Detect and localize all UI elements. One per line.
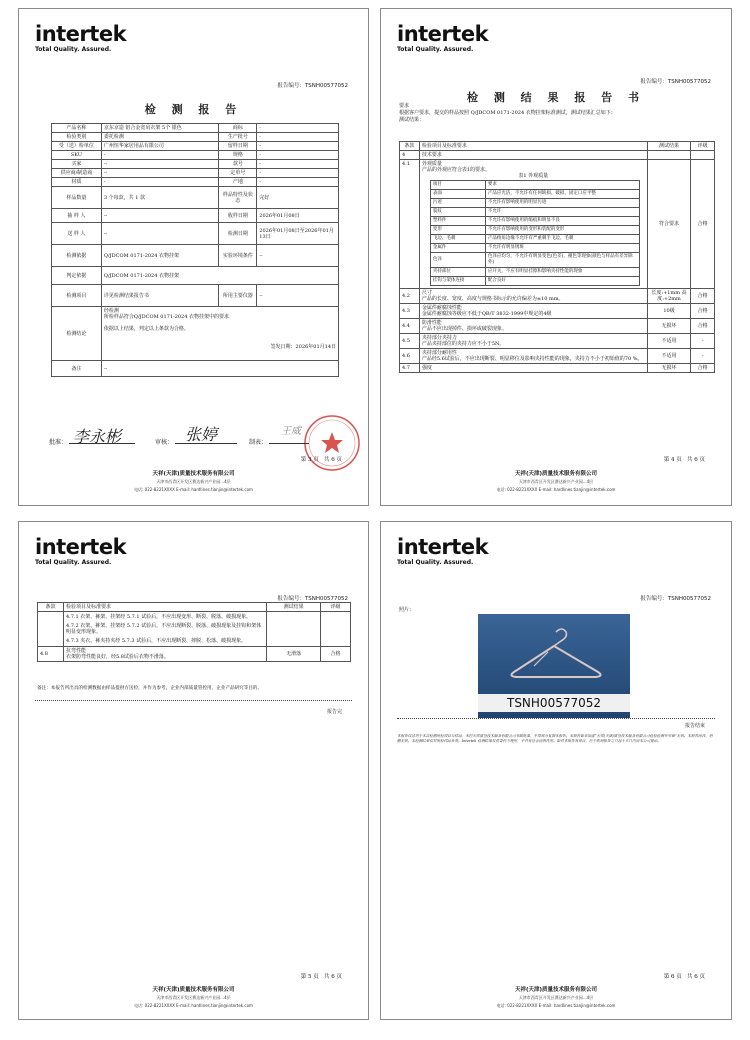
table-row [400,304,715,319]
table-row [52,285,339,307]
table-cell: - [257,124,339,133]
table-cell [38,612,64,647]
table-cell: 样品数量 [52,187,102,209]
table-cell: 符合要求 [647,160,691,289]
table-cell: 详见检测结果报告书 [101,285,219,307]
table-cell: - [257,151,339,160]
table-cell: 4.5 [400,334,420,349]
table-cell: 技术要求 [419,151,647,160]
table-row [400,160,715,289]
table-cell: 变形 [430,226,485,235]
signature-approver: 李永彬 [73,427,122,446]
table-cell: 检验类别 [52,133,102,142]
table-row [400,364,715,373]
table-cell: 判定依据 [52,267,102,285]
table-cell: 所用主要仪器 [219,285,257,307]
table-cell: 合格 [321,647,351,662]
table-cell: 不允许有影响使用的变形和装配的变形 [485,226,639,235]
sample-photo [478,614,630,718]
table-row [52,267,339,285]
page-number: 第 4 页 共 6 页 [663,457,705,463]
table-cell: 收样日期 [219,209,257,223]
report-end-label: 报告结束 [684,723,705,729]
table-cell: 2026年01月08日至2026年01月13日 [257,223,339,245]
table-cell: 夹持部位 [430,268,485,277]
table-cell: 2026年01月08日 [257,209,339,223]
table-cell: 4.1 [400,160,420,289]
table-cell: 表面 [430,190,485,199]
table-cell: 强度 [419,364,647,373]
table-cell: -- [101,169,219,178]
table-cell: 无损坏 [647,319,691,334]
page-title: 检 测 结 果 报 告 书 [467,91,645,104]
intertek-logo: intertek Total Quality. Assured. [35,535,127,566]
table-cell: 评级 [691,142,715,151]
table-cell: 3 个每款，共 1 款 [101,187,219,209]
table-cell: 4.2 [400,289,420,304]
table-cell: 合格 [691,160,715,289]
table-cell: 产品应光洁，不允许有任何缺损、破损、固定口应平整 [485,190,639,199]
table-cell: - [257,160,339,169]
table-cell: 条款 [400,142,420,151]
report-info-table [51,123,339,377]
table-row [52,223,339,245]
table-cell: - [257,133,339,142]
table-cell: 抽 样 人 [52,209,102,223]
table-cell: 检验项目及标准要求 [63,603,266,612]
table-cell: -- [101,223,219,245]
table-cell: 测试结果 [647,142,691,151]
table-cell: 4.7 [400,364,420,373]
table-cell: 10级 [647,304,691,319]
table-cell: 不适用 [647,334,691,349]
signature-reviewer: 张婷 [185,425,218,444]
table-cell: 备注 [52,361,102,377]
table-cell: 4.8 [38,647,64,662]
page-number: 第 3 页 共 6 页 [300,457,342,463]
table-cell: 经检测 所检样品符合Q/JDCOM 0171-2024 衣物挂架中的要求 依据以上结果，判定以上条款为合格。 签发日期：2026年01月14日 [101,307,338,361]
page-title: 检 测 报 告 [144,103,243,116]
report-end-label: 报告完 [326,709,342,715]
table-cell: 金属件 [430,244,485,253]
table-row [38,612,351,647]
table-cell: 不允许有影响使用的明显污迹 [485,199,639,208]
table-header [400,142,715,151]
table-cell: -- [101,209,219,223]
table-cell: 4.3 [400,304,420,319]
table-cell: 产品名称 [52,124,102,133]
table-row [400,151,715,160]
table-cell: 送 样 人 [52,223,102,245]
table-cell: 无损坏 [647,364,691,373]
footer: 天祥(天津)质量技术服务有限公司 天津市西青区开发区赛达新兴产业园...4层 电话: 022-8221XXXX E-mail: hardlines.tianjin@intertek.com [496,471,616,492]
table-cell: 裂纹 [430,208,485,217]
table-cell: 商标 [219,124,257,133]
table-cell: 要求 [485,181,639,190]
table-cell: 京东京造 铝合金宽肩衣架 5个 银色 [101,124,219,133]
table-cell: 定单号 [219,169,257,178]
table-cell: 评级 [321,603,351,612]
table-cell: - [691,349,715,364]
table-row [52,124,339,133]
table-cell: Q/JDCOM 0171-2024 衣物挂架 [101,267,338,285]
table-cell: 材质 [52,178,102,187]
table-cell: 生产批号 [219,133,257,142]
table-cell: - [691,334,715,349]
table-cell: 4.7.1 衣架、裤架、挂架经 5.7.1 试验后，不应出现变形、断裂、脱落、破损现象。 4.7.2 衣架、裤架、挂架经 5.7.2 试验后，不应出现断裂、脱落、破损现象及挂钩和架体明显变形现象。 4.7.3 夹衣、裤夹持夹经 5.7.3 试验后，不应出现断裂、摔脱、松落、破损现象。 [63,612,266,647]
table-row [52,151,339,160]
footer: 天祥(天津)质量技术服务有限公司 天津市西青区开发区赛达新兴产业园...4层 电话: 022-8221XXXX E-mail: hardlines.tianjin@intertek.com [134,987,253,1008]
table-cell: 检测项目 [52,285,102,307]
intertek-logo: intertek Total Quality. Assured. [35,22,127,53]
table-cell: 委托检测 [101,133,219,142]
table-row [52,169,339,178]
footer: 天祥(天津)质量技术服务有限公司 天津市西青区开发区赛达新兴产业园...4层 电话: 022-8221XXXX E-mail: hardlines.tianjin@intertek.com [134,471,253,492]
table-cell: 项目 [430,181,485,190]
table-cell: 污迹 [430,199,485,208]
intertek-logo: intertek Total Quality. Assured. [397,22,489,53]
table-row [52,307,339,361]
table-row [52,361,339,377]
results-table-continued [37,602,351,662]
table-cell: 样品特性及状态 [219,187,257,209]
table-cell [691,151,715,160]
table-cell: 夹持部分耐用性 产品经5.6试验后，不应出现断裂、明显移位及影响夹持性能的现象，夹持力不小于初始值的70 %。 [419,349,647,364]
table-cell: - [101,178,219,187]
photo-label: 照片： [399,607,415,613]
report-page-2 [380,8,732,506]
table-header [38,603,351,612]
table-cell: 买家 [52,160,102,169]
table-cell: 不允许 [485,208,639,217]
table-cell: 合格 [691,364,715,373]
table-cell: 测试结果 [267,603,321,612]
table-cell: - [257,142,339,151]
report-number: 报告编号：TSNH00577052 [277,83,348,89]
table-cell: 产品棱角边缘不允许有严重刺手飞边、毛刺 [485,235,639,244]
disclaimer: 本报告仅适用于本次检测所检项目与样品，未经天祥质量技术服务有限公司书面批准，不得部分复制本报告。本报告如未加盖“天祥(天津)质量技术服务有限公司检验检测专用章”无效。本报告涂改、增删无效。本检测结果仅对所检样品负责。Intertek 检测结果仅供委托方使用，不具有社会证明作用。如对本报告有异议，应于收到报告之日起十五日内向本公司提出。 [397,734,713,743]
page-number: 第 5 页 共 6 页 [300,974,342,980]
sign-date: 签发日期：2026年01月14日 [270,344,336,350]
official-seal-icon [302,413,362,473]
table-row [52,160,339,169]
report-page-4 [380,521,732,1020]
table-cell: 配合良好 [485,277,639,286]
table-cell: 规格 [219,151,257,160]
table-cell: 合格 [691,304,715,319]
table-cell: SKU [52,151,102,160]
signature-maker: 王威 [281,426,301,437]
table-cell: 4 [400,151,420,160]
table-cell: 不适用 [647,349,691,364]
table-cell: 检验项目及标准要求 [419,142,647,151]
table-cell: 飞边、毛刺 [430,235,485,244]
table-cell: 供应商/制造商 [52,169,102,178]
footer: 天祥(天津)质量技术服务有限公司 天津市西青区开发区赛达新兴产业园...4层 电话: 022-8221XXXX E-mail: hardlines.tianjin@intertek.com [496,987,616,1008]
table-row [52,133,339,142]
table-cell: 不允许有影响使用的缩痕和明显不良 [485,217,639,226]
intro-note: 要求 根据客户要求，提交的样品按照 Q/JDCOM 0171-2024 衣物挂架标准测试，测试结果汇总如下： 测试结果： [399,103,616,123]
table-cell: 尺寸 产品的长度、宽度、高度与规格书标示的允许偏差为±10 mm。 [419,289,647,304]
table-cell: 色泽应均匀，不允许有明显变色(色差)，褪色等现象(颜色与样品有差异除外) [485,253,639,268]
table-cell: 受（送）检单位 [52,142,102,151]
remark-note: 备注：本报告所出具的检测数据由样品提供方送检，并作为参考，企业内部质量管控用，企业产品研究等目的。 [37,686,263,691]
table-cell: 抗弯性能 衣架防弯性能良好，经5.8试验后衣物不滑落。 [63,647,266,662]
table-cell: - [257,169,339,178]
table-row [52,187,339,209]
table-row [52,209,339,223]
results-table [399,141,715,373]
table-row [400,334,715,349]
table-cell: 留样日期 [219,142,257,151]
table-cell: 4.6 [400,349,420,364]
table-cell: 无滑落 [267,647,321,662]
report-page-1 [18,8,369,506]
report-number: 报告编号：TSNH00577052 [640,596,711,602]
table-cell: 完好 [257,187,339,209]
table-cell: 合格 [691,319,715,334]
page-number: 第 6 页 共 6 页 [663,974,705,980]
report-page-3 [18,521,369,1020]
table-cell: 4.4 [400,319,420,334]
table-cell: 产地 [219,178,257,187]
review-label: 审核： [155,439,174,446]
report-number: 报告编号：TSNH00577052 [640,79,711,85]
table-cell [647,151,691,160]
table-row [400,349,715,364]
table-row [400,319,715,334]
table-cell [321,612,351,647]
table-cell: 金属件耐腐蚀性能 金属件耐腐蚀等级应不低于QB/T 3832-1999中规定的4级 [419,304,647,319]
table-cell: 检测日期 [219,223,257,245]
table-row [52,178,339,187]
table-cell: -- [257,285,339,307]
table-cell: 色泽 [430,253,485,268]
table-row [52,245,339,267]
table-cell: 不允许有明显锈斑 [485,244,639,253]
table-cell: 检测依据 [52,245,102,267]
table-cell [267,612,321,647]
table-cell: 夹持部分夹持力 产品夹持部位的夹持力应不小于5N。 [419,334,647,349]
table-cell: Q/JDCOM 0171-2024 衣物挂架 [101,245,219,267]
table-cell: - [101,151,219,160]
table-cell: 广州恒华家居用品有限公司 [101,142,219,151]
table-row [38,647,351,662]
appearance-subtable [430,180,640,286]
table-cell: 合格 [691,289,715,304]
table-row [400,289,715,304]
table-cell: 应开关，不应有明显挂擦和影响夹持性能的现象 [485,268,639,277]
table-cell: 外观质量 产品的外观应符合表1的要求。 表1 外观质量 项目 要求 表面 产品应光洁，不允许有任何缺损、破损、固定口应平整 污迹 不允许有影响使用的明显污迹 裂纹 不允许 塑料件 不允许有影响使用的缩痕和明显不良 变形 不允许有影响使用的变形和装配的变形 飞边、毛刺 产品棱角边缘不允许有严重刺手飞边、毛刺 金属件 不允许有明显锈斑 色泽 色泽应均匀，不允许有明显变色(色差)，褪色等现象(颜色与样品有差异除外) 夹持部位 应开关，不应有明显挂擦和影响夹持性能的现象 挂钩与架体连接 配合良好 [419,160,647,289]
table-cell: 防滑性能 产品不应出现掉件、损坏或破裂现象。 [419,319,647,334]
intertek-logo: intertek Total Quality. Assured. [397,535,489,566]
table-cell: 款号 [219,160,257,169]
table-cell: - [257,178,339,187]
table-row [52,142,339,151]
table-cell: -- [101,361,338,377]
table-cell: 挂钩与架体连接 [430,277,485,286]
approve-label: 批准： [49,439,68,446]
table-cell: 条款 [38,603,64,612]
table-cell: 长度:+1mm 高度:+2mm [647,289,691,304]
photo-caption: TSNH00577052 [478,694,630,712]
table-cell: 检测结论 [52,307,102,361]
make-label: 制表： [249,439,268,446]
table-cell: -- [101,160,219,169]
table-cell: -- [257,245,339,267]
table-cell: 塑料件 [430,217,485,226]
table-cell: 实验环境条件 [219,245,257,267]
report-number: 报告编号：TSNH00577052 [277,596,348,602]
